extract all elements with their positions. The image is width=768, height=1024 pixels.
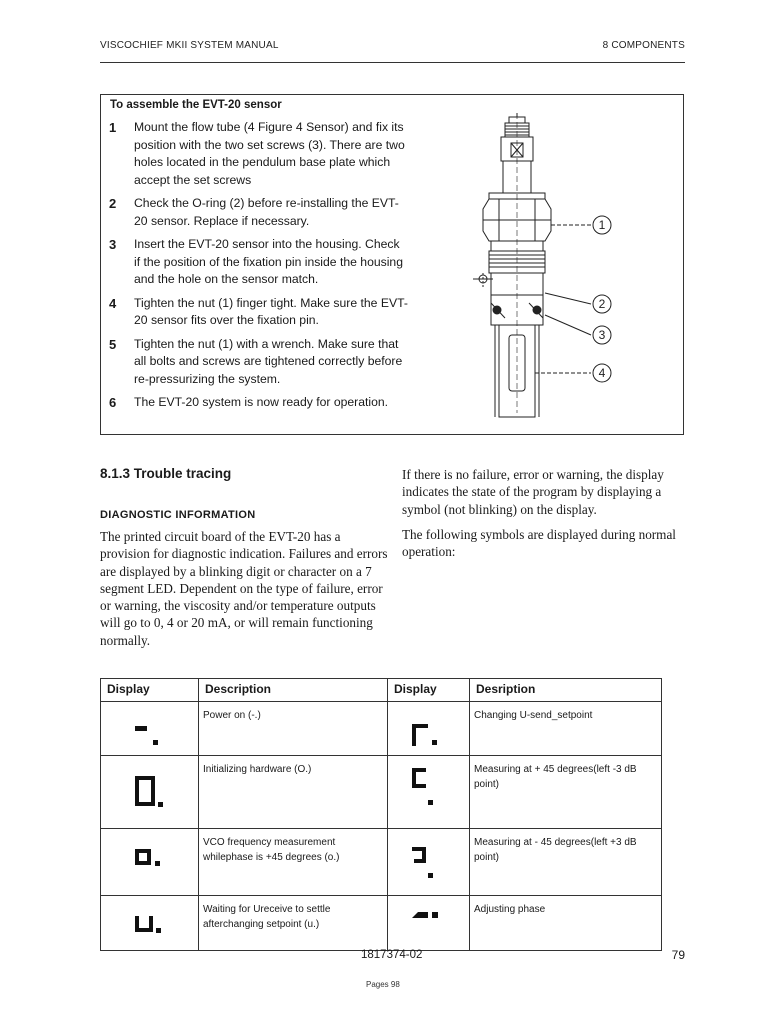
normal-state-paragraph: If there is no failure, error or warning, the display indicates the state of the program by displaying a symbol (not blinking) on the display. [402, 467, 664, 517]
assembly-title: To assemble the EVT-20 sensor [110, 99, 282, 111]
table-header-display-2: Display [388, 679, 470, 702]
segment-symbol-reverse-c [410, 841, 450, 895]
table-header-row [101, 679, 662, 702]
segment-symbol-dash [129, 708, 169, 750]
step-text: The EVT-20 system is now ready for operation. [134, 395, 389, 409]
step-item [109, 394, 409, 412]
step-text: Check the O-ring (2) before re-installing the EVT-20 sensor. Replace if necessary. [134, 196, 399, 228]
display-cell [388, 756, 470, 829]
table-header-desription: Desription [470, 679, 662, 702]
display-cell [101, 896, 199, 951]
callout-label-2: 2 [598, 297, 606, 311]
segment-symbol-c [410, 762, 450, 816]
table-row [101, 756, 662, 829]
section-title: 8.1.3 Trouble tracing [100, 466, 232, 481]
document-number: 1817374-02 [361, 949, 423, 961]
assembly-box [100, 94, 684, 435]
step-item [109, 336, 409, 389]
table-row [101, 896, 662, 951]
display-cell [388, 702, 470, 756]
table-row [101, 702, 662, 756]
segment-symbol-u [133, 910, 173, 950]
description-cell: Measuring at + 45 degrees(left -3 dB point) [470, 756, 662, 829]
display-cell [101, 702, 199, 756]
step-number: 3 [109, 237, 117, 252]
sensor-diagram [465, 113, 630, 428]
step-item [109, 195, 409, 230]
step-number: 2 [109, 196, 117, 211]
display-cell [388, 829, 470, 896]
description-cell: Measuring at - 45 degrees(left +3 dB point) [470, 829, 662, 896]
display-cell [101, 829, 199, 896]
step-number: 5 [109, 336, 117, 352]
description-cell: Waiting for Ureceive to settle afterchanging setpoint (u.) [199, 896, 388, 951]
section-subtitle: DIAGNOSTIC INFORMATION [100, 509, 256, 521]
symbols-intro-paragraph: The following symbols are displayed during normal operation: [402, 526, 676, 560]
step-number: 4 [109, 295, 117, 311]
step-item [109, 119, 409, 189]
pages-count: Pages 98 [366, 980, 400, 989]
description-cell: VCO frequency measurement whilephase is +45 degrees (o.) [199, 829, 388, 896]
display-cell [388, 896, 470, 951]
header-rule [100, 62, 685, 63]
step-text: Mount the flow tube (4 Figure 4 Sensor) and fix its position with the two set screws (3). There are two holes located in the pendulum base plate which accept the set screws [134, 120, 405, 187]
running-header-chapter: 8 COMPONENTS [602, 40, 685, 51]
right-column [402, 466, 684, 568]
step-text: Tighten the nut (1) with a wrench. Make sure that all bolts and screws are tightened correctly before re-pressurizing the system. [134, 336, 403, 386]
table-header-description: Description [199, 679, 388, 702]
description-cell: Adjusting phase [470, 896, 662, 951]
table-header-display: Display [101, 679, 199, 702]
segment-symbol-O [133, 774, 173, 828]
segment-symbol-phase [408, 908, 452, 938]
table-row [101, 829, 662, 896]
step-text: Tighten the nut (1) finger tight. Make sure the EVT-20 sensor fits over the fixation pin. [134, 295, 408, 327]
running-header-title: VISCOCHIEF MKII SYSTEM MANUAL [100, 40, 279, 51]
callout-label-1: 1 [598, 218, 606, 232]
callout-label-3: 3 [598, 328, 606, 342]
step-item [109, 236, 409, 289]
segment-symbol-o [133, 845, 173, 889]
page-number: 79 [671, 948, 685, 962]
display-cell [101, 756, 199, 829]
callout-label-4: 4 [598, 366, 606, 380]
description-cell: Power on (-.) [199, 702, 388, 756]
display-symbols-table [100, 678, 662, 951]
step-item [109, 295, 409, 330]
description-cell: Changing U-send_setpoint [470, 702, 662, 756]
assembly-steps [109, 119, 409, 418]
step-number: 1 [109, 120, 117, 135]
segment-symbol-r [406, 708, 446, 750]
step-number: 6 [109, 395, 117, 410]
diagnostic-paragraph: The printed circuit board of the EVT-20 has a provision for diagnostic indication. Failures and errors are displayed by a blinking digit or character on a 7 segment LED. Dependent on the type of failure, error or warning, the viscosity and/or temperature outputs will go to 0, 4 or 20 mA, or will remain functioning normally. [100, 529, 388, 648]
description-cell: Initializing hardware (O.) [199, 756, 388, 829]
step-text: Insert the EVT-20 sensor into the housing. Check if the position of the fixation pin inside the housing and the hole on the sensor match. [134, 237, 403, 286]
